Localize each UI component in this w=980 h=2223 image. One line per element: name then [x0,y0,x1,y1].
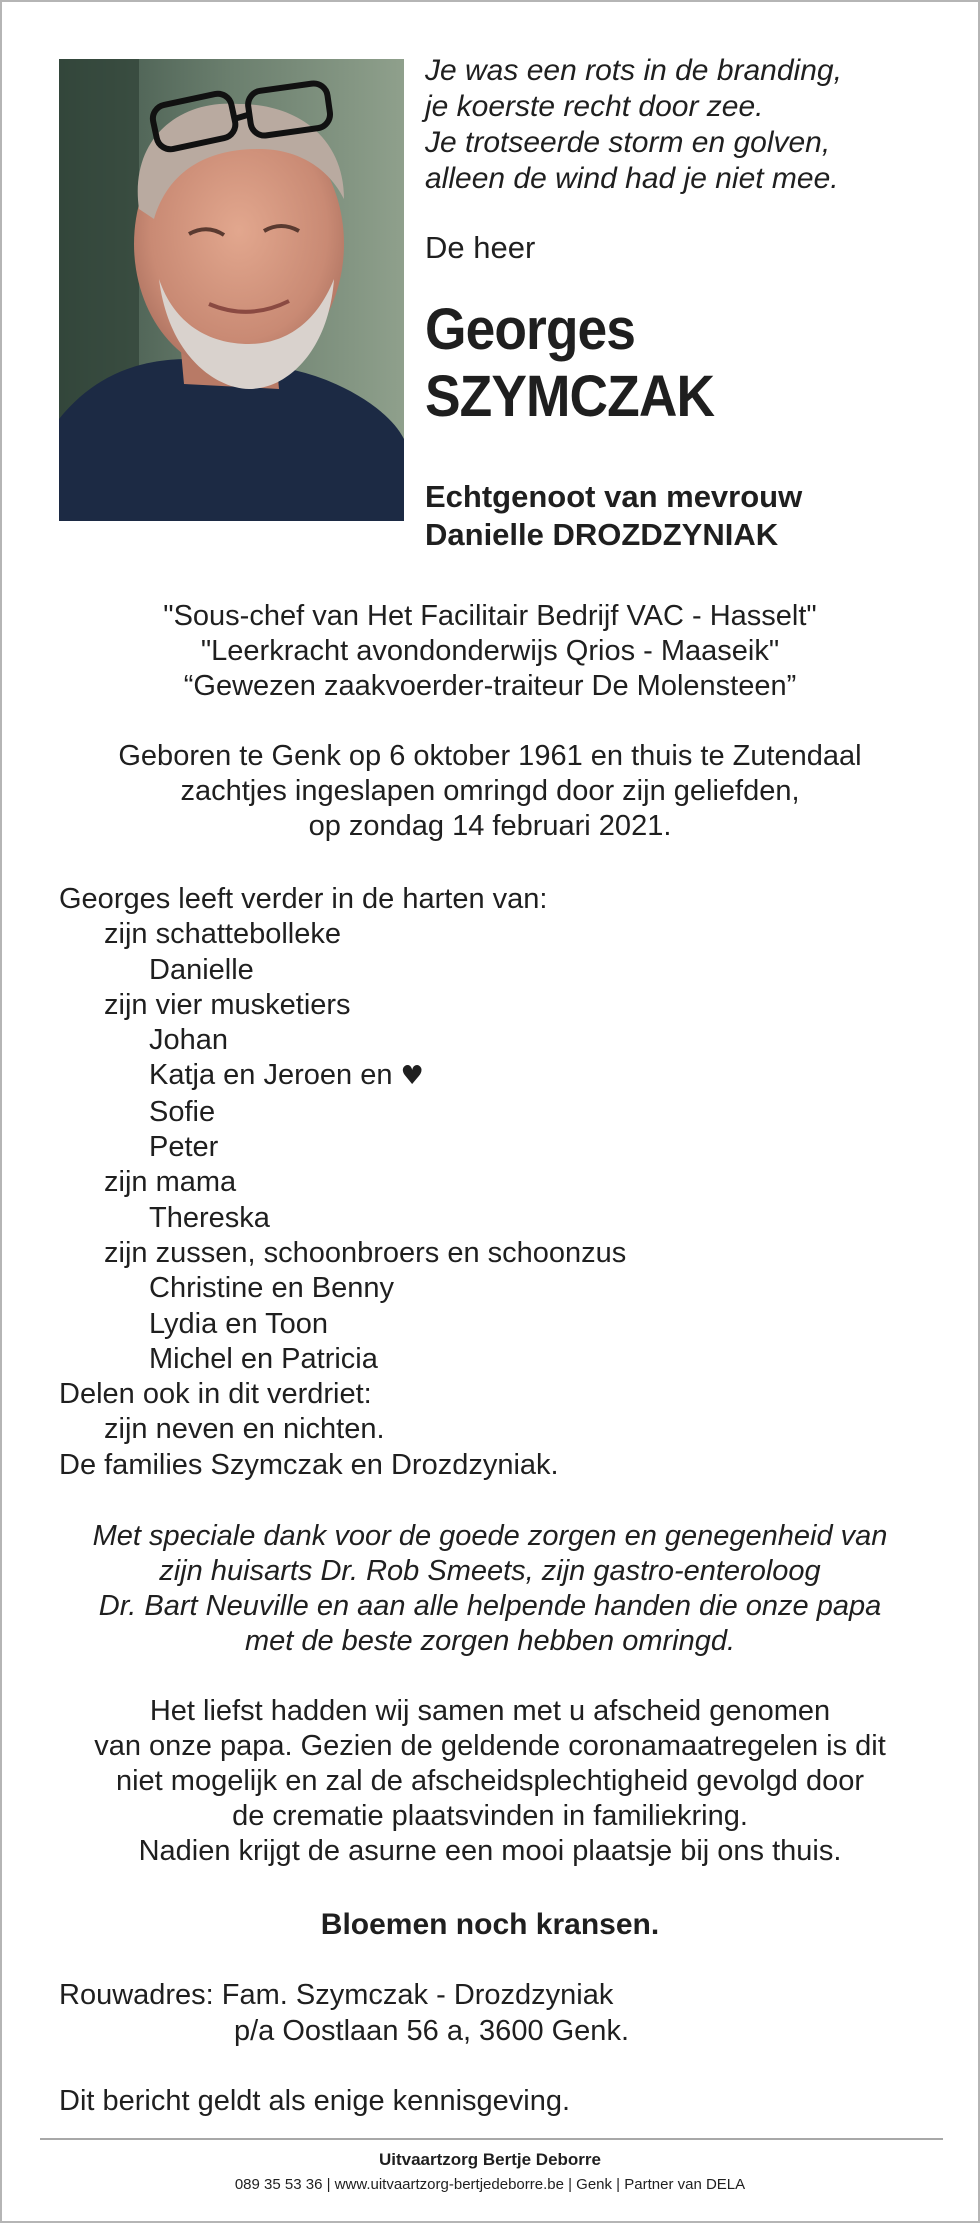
spouse-line: Danielle DROZDZYNIAK [425,517,779,552]
poem [425,53,945,197]
honorific: De heer [425,230,536,265]
no-flowers-notice: Bloemen noch kransen. [320,1908,660,1941]
birth-line: zachtjes ingeslapen omringd door zijn geliefden, [180,775,800,807]
family-member: Sofie [149,1095,216,1128]
family-intro: Georges leeft verder in de harten van: [59,883,548,915]
farewell-line: de crematie plaatsvinden in familiekring. [232,1800,748,1832]
family-member-name: Katja en Jeroen en [149,1059,393,1092]
family-member: Peter [149,1131,219,1164]
last-name: SZYMCZAK [425,364,715,429]
portrait-photo [59,59,404,521]
footer-info: 089 35 53 36 | www.uitvaartzorg-bertjedeborre.be | Genk | Partner van DELA [234,2176,746,2193]
family-member: Danielle [149,953,254,986]
footer-divider [40,2138,943,2140]
spouse-line: Echtgenoot van mevrouw [425,479,803,514]
poem-line: Je was een rots in de branding, [425,54,842,87]
family-group-label: zijn mama [104,1166,237,1199]
family-member: Thereska [149,1201,270,1234]
family-member: Michel en Patricia [149,1342,378,1375]
address-line: Rouwadres: Fam. Szymczak - Drozdzyniak [59,1979,614,2011]
first-name: Georges [425,297,636,362]
farewell-line: van onze papa. Gezien de geldende coronamaatregelen is dit [94,1730,886,1762]
birth-line: Geboren te Genk op 6 oktober 1961 en thuis te Zutendaal [118,740,862,772]
address-line: p/a Oostlaan 56 a, 3600 Genk. [234,2015,629,2047]
role-line: “Gewezen zaakvoerder-traiteur De Molensteen” [183,670,797,702]
family-group-label: zijn vier musketiers [104,988,351,1021]
family-member: Johan [149,1024,229,1057]
farewell-line: Het liefst hadden wij samen met u afscheid genomen [149,1695,831,1727]
family-also-grieving: Delen ook in dit verdriet: [59,1378,372,1411]
heart-icon: ♥ [400,1061,424,1092]
family-member [59,1058,939,1094]
family-group-label: zijn zussen, schoonbroers en schoonzus [104,1236,627,1269]
role-line: "Leerkracht avondonderwijs Qrios - Maaseik" [200,635,780,667]
family-list [59,882,939,1483]
deceased-name [425,296,714,430]
notice-text: Dit bericht geldt als enige kennisgeving. [59,2085,571,2117]
family-group-label: zijn schattebolleke [104,918,341,951]
birth-death-block [42,739,938,844]
family-member: zijn neven en nichten. [104,1413,385,1446]
spouse-info [425,478,802,554]
family-families: De families Szymczak en Drozdzyniak. [59,1448,559,1481]
poem-line: je koerste recht door zee. [425,90,764,123]
farewell-line: Nadien krijgt de asurne een mooi plaatsje bij ons thuis. [138,1835,842,1867]
roles-block [42,599,938,704]
farewell-block [42,1694,938,1869]
poem-line: Je trotseerde storm en golven, [425,126,831,159]
role-line: "Sous-chef van Het Facilitair Bedrijf VAC - Hasselt" [163,600,817,632]
thanks-line: met de beste zorgen hebben omringd. [244,1625,736,1657]
thanks-block [42,1519,938,1659]
family-member: Lydia en Toon [149,1307,328,1340]
mourning-address [59,1977,629,2049]
thanks-line: Dr. Bart Neuville en aan alle helpende handen die onze papa [98,1590,882,1622]
birth-line: op zondag 14 februari 2021. [308,810,672,842]
footer-title: Uitvaartzorg Bertje Deborre [378,2150,601,2169]
poem-line: alleen de wind had je niet mee. [425,162,839,195]
portrait-image [59,59,404,521]
thanks-line: Met speciale dank voor de goede zorgen en genegenheid van [92,1520,888,1552]
family-member: Christine en Benny [149,1272,395,1305]
thanks-line: zijn huisarts Dr. Rob Smeets, zijn gastro-enteroloog [159,1555,821,1587]
farewell-line: niet mogelijk en zal de afscheidsplechtigheid gevolgd door [115,1765,865,1797]
